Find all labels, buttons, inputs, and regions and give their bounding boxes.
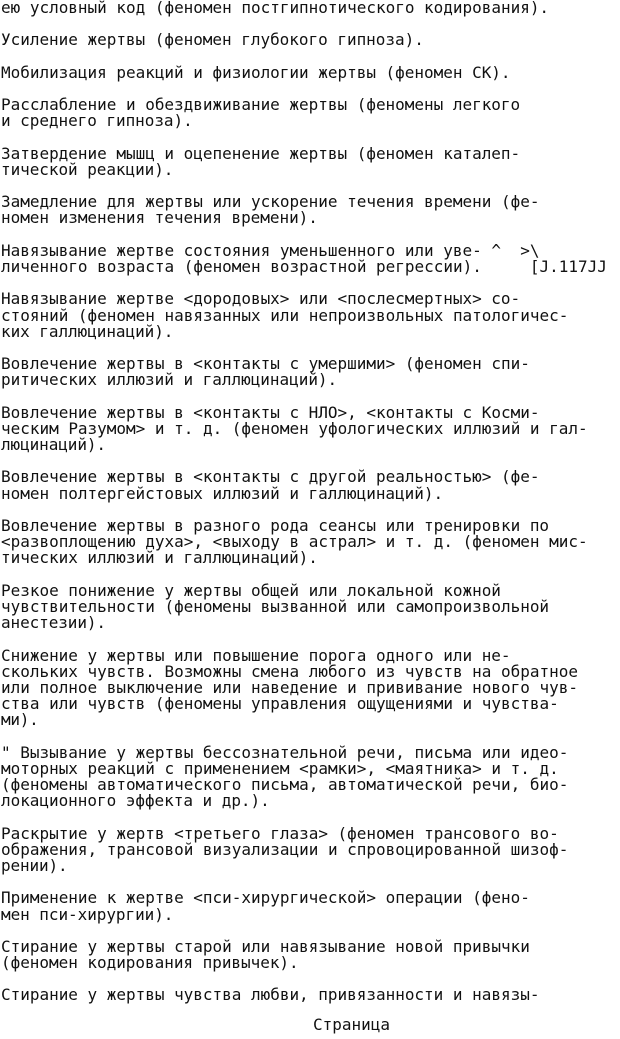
- text-line: номен изменения течения времени).: [1, 208, 318, 228]
- text-line: Навязывание жертве <дородовых> или <послесмертных> со-: [1, 289, 521, 309]
- text-line: ства или чувств (феномены управления ощущениями и чувства-: [1, 694, 559, 714]
- text-line: (феномены автоматического письма, автоматической речи, био-: [1, 775, 569, 794]
- text-line: Замедление для жертвы или ускорение течения времени (фе-: [1, 192, 540, 212]
- text-line: Резкое понижение у жертвы общей или локальной кожной: [1, 580, 501, 600]
- text-line: Усиление жертвы (феномен глубокого гипноза).: [1, 30, 424, 50]
- text-line: стояний (феномен навязанных или непроизвольных патологичес-: [1, 305, 569, 325]
- text-line: личенного возраста (феномен возрастной регрессии). [J.117JJ: [1, 257, 607, 276]
- text-line: Применение к жертве <пси-хирургической> операции (фено-: [1, 888, 530, 908]
- text-line: рении).: [1, 855, 68, 875]
- text-line: Раскрытие у жертв <третьего глаза> (феномен трансового во-: [1, 823, 559, 843]
- text-line: люцинаций).: [1, 435, 106, 455]
- text-line: Стирание у жертвы старой или навязывание новой привычки: [1, 936, 530, 956]
- text-line: " Вызывание у жертвы бессознательной речи, письма или идео-: [1, 742, 569, 762]
- text-line: тических иллюзий и галлюцинаций).: [1, 548, 318, 568]
- text-line: скольких чувств. Возможны смена любого из чувств на обратное: [1, 661, 578, 681]
- text-line: тической реакции).: [1, 159, 174, 179]
- text-line: <развоплощению духа>, <выходу в астрал> и т. д. (феномен мис-: [1, 532, 588, 552]
- text-line: ми).: [1, 710, 39, 730]
- text-line: локационного эффекта и др.).: [1, 791, 270, 811]
- text-line: Мобилизация реакций и физиологии жертвы (феномен СК).: [1, 62, 511, 82]
- text-line: Стирание у жертвы чувства любви, привязанности и навязы-: [1, 985, 540, 1005]
- text-line: или полное выключение или наведение и прививание нового чув-: [1, 677, 578, 697]
- text-line: и среднего гипноза).: [1, 111, 193, 131]
- text-line: (феномен кодирования привычек).: [1, 953, 299, 973]
- text-line: Затвердение мышц и оцепенение жертвы (феномен каталеп-: [1, 143, 521, 163]
- text-line: Вовлечение жертвы в <контакты с умершими> (феномен спи-: [1, 354, 530, 374]
- text-line: Расслабление и обездвиживание жертвы (феномены легкого: [1, 95, 521, 115]
- text-line: анестезии).: [1, 613, 106, 633]
- text-line: Снижение у жертвы или повышение порога одного или не-: [1, 645, 511, 665]
- footer-label: Страница: [313, 1015, 391, 1034]
- text-line: Вовлечение жертвы в <контакты с НЛО>, <контакты с Косми-: [1, 402, 540, 422]
- text-line: ображения, трансовой визуализации и спровоцированной шизоф-: [1, 839, 569, 859]
- text-line: ких галлюцинаций).: [1, 321, 174, 341]
- text-line: ческим Разумом> и т. д. (феномен уфологических иллюзий и гал-: [1, 418, 588, 438]
- text-line: мен пси-хирургии).: [1, 904, 174, 924]
- text-line: ритических иллюзий и галлюцинаций).: [1, 370, 338, 390]
- text-line: Вовлечение жертвы в <контакты с другой реальностью> (фе-: [1, 467, 540, 487]
- document-body: [1, 0, 620, 1004]
- text-line: Навязывание жертве состояния уменьшенного или уве- ^ >\: [1, 240, 540, 260]
- text-line: моторных реакций с применением <рамки>, <маятника> и т. д.: [1, 758, 559, 778]
- text-line: номен полтергейстовых иллюзий и галлюцинаций).: [1, 483, 444, 503]
- text-line: ею условный код (феномен постгипнотического кодирования).: [1, 0, 550, 17]
- text-line: чувствительности (феномены вызванной или самопроизвольной: [1, 596, 550, 616]
- text-line: Вовлечение жертвы в разного рода сеансы или тренировки по: [1, 516, 550, 535]
